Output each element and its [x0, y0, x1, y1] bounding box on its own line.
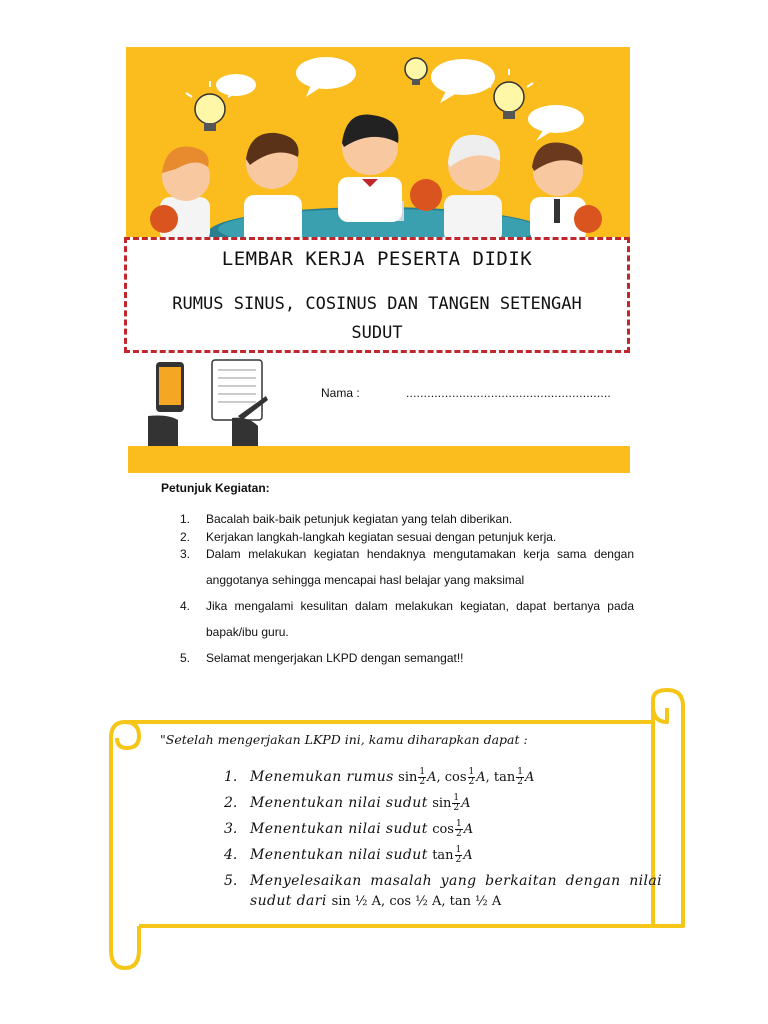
objective-item: 5. Menyelesaikan masalah yang berkaitan dengan nilai sudut dari sin ½ A, cos ½ A, tan ½ A: [224, 873, 662, 909]
objectives-list: [224, 764, 662, 912]
instructions-heading: Petunjuk Kegiatan:: [161, 481, 270, 495]
notebook-phone-icon: [148, 356, 268, 446]
instruction-item: 2. Kerjakan langkah-langkah kegiatan sesuai dengan petunjuk kerja.: [180, 530, 557, 544]
page-subtitle: RUMUS SINUS, COSINUS DAN TANGEN SETENGAH SUDUT: [172, 294, 582, 343]
formula-sin-half: sin $\frac{1}{2}$ A: [432, 793, 471, 813]
objective-item: 2. Menentukan nilai sudut sin $\frac{1}{2}$ A: [224, 793, 471, 813]
formula-tan-half: tan $\frac{1}{2}$ A: [432, 845, 473, 865]
instructions-list: [178, 510, 634, 671]
instruction-item: 4. Jika mengalami kesulitan dalam melakukan kegiatan, dapat bertanya pada bapak/ibu guru.: [180, 599, 634, 639]
objective-item: 1. Menemukan rumus sin $\frac{1}{2}$ A, cos $\frac{1}{2}$ A, tan $\frac{1}{2}$ A: [224, 767, 535, 787]
objective-item: 3. Menentukan nilai sudut cos $\frac{1}{2}$ A: [224, 819, 474, 839]
name-label: Nama :: [321, 386, 360, 400]
objectives-intro: "Setelah mengerjakan LKPD ini, kamu diharapkan dapat :: [160, 732, 528, 747]
formula-inline: sin ½ A, cos ½ A, tan ½ A: [331, 894, 502, 909]
formula-sin-cos-tan-half: sin $\frac{1}{2}$ A, cos $\frac{1}{2}$ A, tan $\frac{1}{2}$ A: [398, 767, 535, 787]
instruction-item: 5. Selamat mengerjakan LKPD dengan semangat!!: [180, 651, 464, 665]
name-field[interactable]: ..........................................................: [406, 386, 611, 400]
objective-item: 4. Menentukan nilai sudut tan $\frac{1}{2}$ A: [224, 845, 473, 865]
title-box: [124, 237, 630, 353]
page-title: LEMBAR KERJA PESERTA DIDIK: [221, 248, 533, 270]
people: [150, 115, 602, 237]
speech-bubbles: [216, 57, 584, 141]
instruction-item: 3. Dalam melakukan kegiatan hendaknya mengutamakan kerja sama dengan anggotanya sehingga mencapai hasl belajar yang maksimal: [180, 547, 634, 587]
name-section: [126, 356, 630, 446]
formula-cos-half: cos $\frac{1}{2}$ A: [432, 819, 474, 839]
meeting-illustration: [126, 47, 630, 237]
header-illustration: [126, 47, 630, 237]
instruction-item: 1. Bacalah baik-baik petunjuk kegiatan yang telah diberikan.: [180, 512, 513, 526]
yellow-divider-bar: [128, 446, 630, 473]
